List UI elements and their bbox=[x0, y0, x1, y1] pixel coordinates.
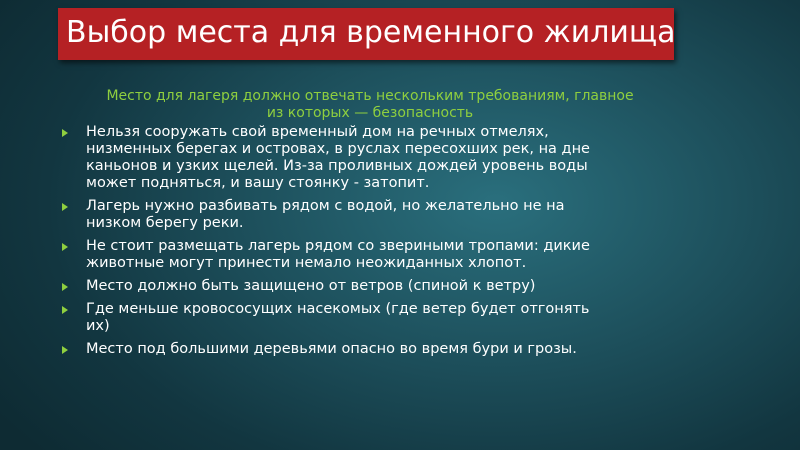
slide-subtitle: Место для лагеря должно отвечать нескольким требованиям, главное из которых — безопасность bbox=[106, 88, 634, 121]
bullet-item bbox=[62, 301, 592, 335]
bullet-arrow-icon bbox=[62, 283, 68, 291]
bullet-arrow-icon bbox=[62, 243, 68, 251]
bullet-item bbox=[62, 124, 592, 192]
bullet-list bbox=[62, 124, 592, 364]
title-banner bbox=[58, 8, 674, 60]
bullet-text: Место под большими деревьями опасно во время бури и грозы. bbox=[86, 341, 577, 357]
bullet-arrow-icon bbox=[62, 306, 68, 314]
bullet-item bbox=[62, 198, 592, 232]
bullet-text: Место должно быть защищено от ветров (спиной к ветру) bbox=[86, 278, 536, 294]
bullet-arrow-icon bbox=[62, 129, 68, 137]
bullet-item bbox=[62, 341, 592, 358]
bullet-text: Не стоит размещать лагерь рядом со звериными тропами: дикие животные могут принести немало неожиданных хлопот. bbox=[86, 238, 590, 271]
bullet-arrow-icon bbox=[62, 346, 68, 354]
bullet-item bbox=[62, 278, 592, 295]
bullet-text: Лагерь нужно разбивать рядом с водой, но желательно не на низком берегу реки. bbox=[86, 198, 565, 231]
bullet-arrow-icon bbox=[62, 203, 68, 211]
bullet-text: Нельзя сооружать свой временный дом на речных отмелях, низменных берегах и островах, в руслах пересохших рек, на дне каньонов и узких щелей. Из-за проливных дождей уровень воды может подняться, и вашу стоянку - затопит. bbox=[86, 124, 590, 191]
bullet-text: Где меньше кровососущих насекомых (где ветер будет отгонять их) bbox=[86, 301, 590, 334]
bullet-item bbox=[62, 238, 592, 272]
slide-title: Выбор места для временного жилища bbox=[66, 15, 676, 50]
